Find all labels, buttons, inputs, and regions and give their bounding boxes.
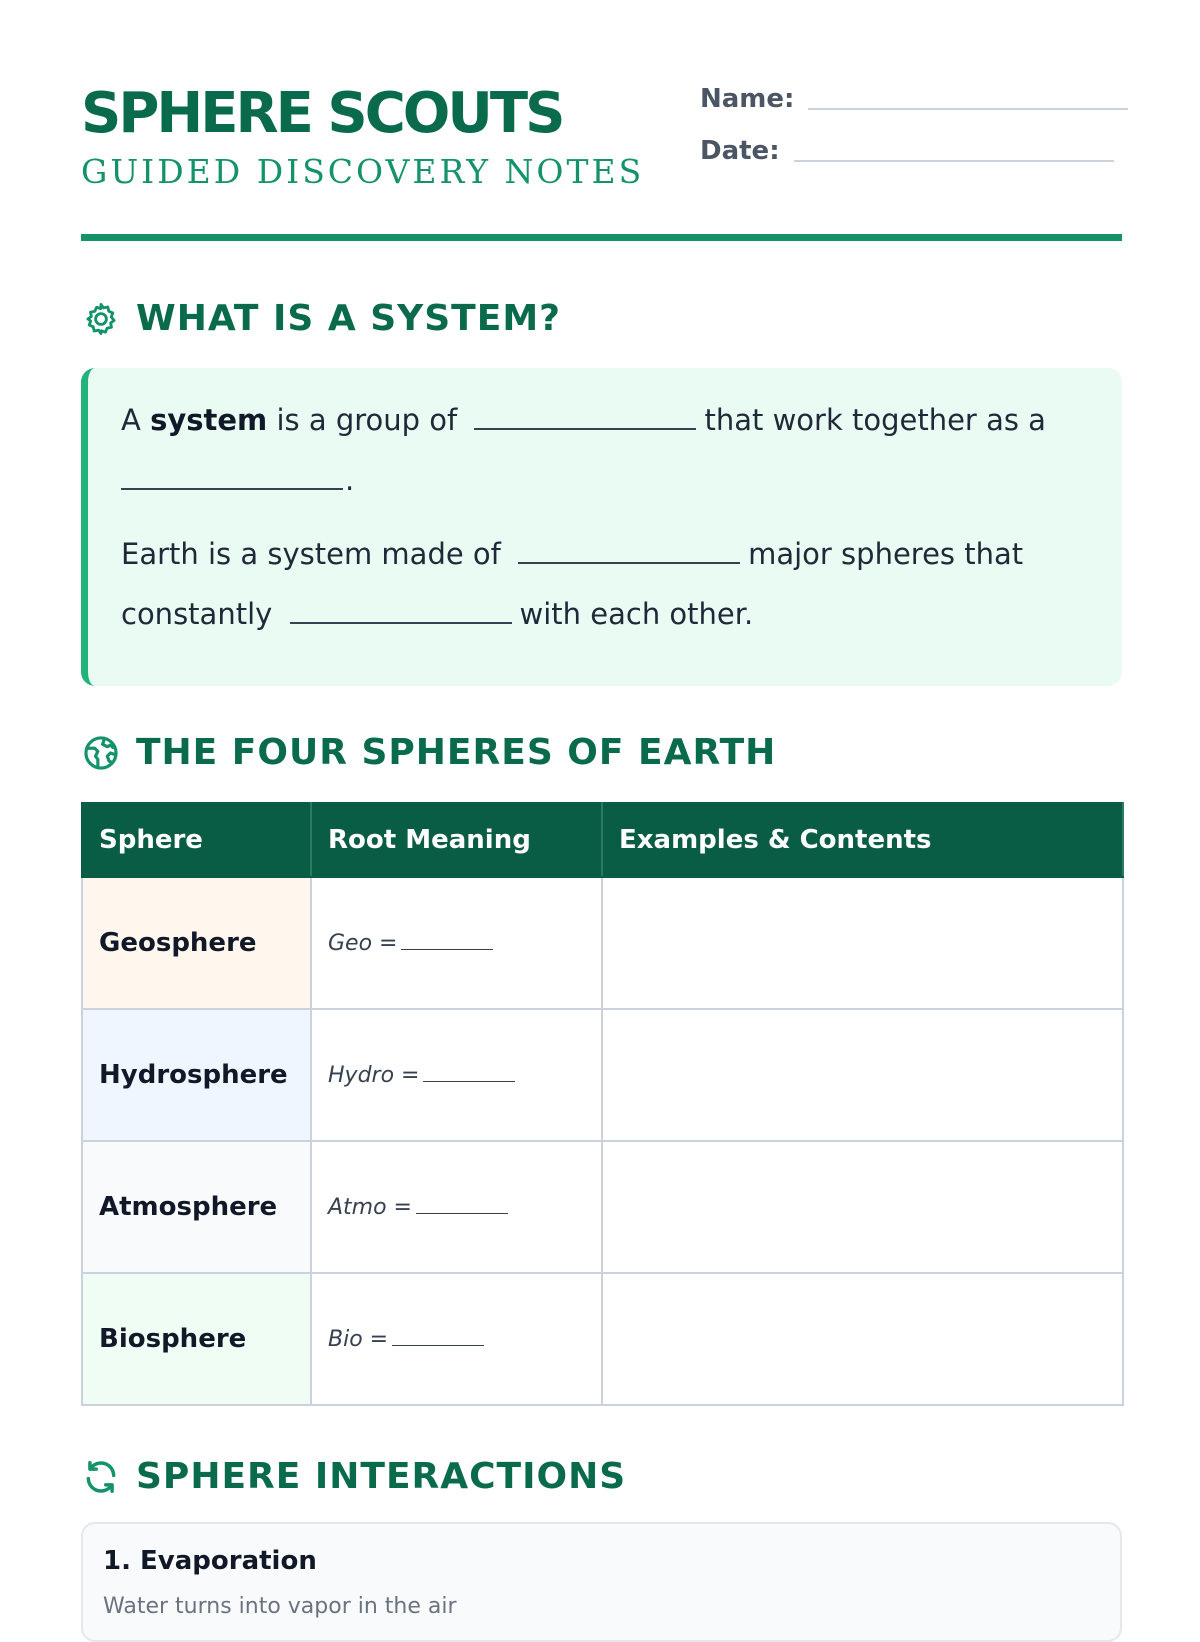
fill-in-blank[interactable] <box>423 1063 515 1082</box>
spheres-table <box>81 802 1124 1406</box>
definition-text: Earth is a system made of <box>121 537 501 571</box>
definition-text: major spheres that <box>748 537 1024 571</box>
table-row <box>82 877 1123 1009</box>
system-definition-box <box>81 368 1122 686</box>
section-interactions-title: SPHERE INTERACTIONS <box>136 1456 627 1497</box>
fill-in-blank[interactable] <box>290 596 512 624</box>
definition-text: A <box>121 403 141 437</box>
name-label: Name: <box>700 84 795 114</box>
definition-keyword: system <box>150 403 268 437</box>
refresh-icon <box>81 1457 121 1497</box>
fill-in-blank[interactable] <box>401 931 493 950</box>
definition-text: that work together as a <box>704 403 1046 437</box>
fill-in-blank[interactable] <box>518 536 740 564</box>
section-interactions-heading <box>81 1456 626 1497</box>
date-field[interactable] <box>700 136 1114 166</box>
root-label: Bio = <box>328 1326 389 1352</box>
section-spheres-heading <box>81 732 776 773</box>
sphere-name: Biosphere <box>82 1273 311 1405</box>
name-field[interactable] <box>700 84 1128 114</box>
interaction-title: 1. Evaporation <box>103 1546 317 1576</box>
section-system-title: WHAT IS A SYSTEM? <box>136 298 562 339</box>
examples-cell[interactable] <box>602 1141 1123 1273</box>
worksheet-title: SPHERE SCOUTS <box>81 81 563 146</box>
column-header-examples: Examples & Contents <box>602 803 1123 877</box>
table-header-row <box>82 803 1123 877</box>
globe-icon <box>81 733 121 773</box>
worksheet-header <box>81 82 1122 242</box>
date-line[interactable] <box>794 159 1114 162</box>
definition-text: is a group of <box>276 403 458 437</box>
root-meaning-cell <box>311 1141 602 1273</box>
column-header-root: Root Meaning <box>311 803 602 877</box>
definition-text: constantly <box>121 597 273 631</box>
header-divider <box>81 234 1122 241</box>
section-system-heading <box>81 298 561 339</box>
examples-cell[interactable] <box>602 877 1123 1009</box>
definition-line-3 <box>121 524 1092 584</box>
fill-in-blank[interactable] <box>392 1327 484 1346</box>
table-row <box>82 1273 1123 1405</box>
root-label: Hydro = <box>328 1062 420 1088</box>
definition-line-2 <box>121 450 1092 510</box>
fill-in-blank[interactable] <box>121 462 343 490</box>
name-line[interactable] <box>808 107 1128 110</box>
root-label: Geo = <box>328 930 398 956</box>
worksheet-subtitle: GUIDED DISCOVERY NOTES <box>81 152 645 191</box>
root-meaning-cell <box>311 1273 602 1405</box>
fill-in-blank[interactable] <box>416 1195 508 1214</box>
definition-line-1 <box>121 390 1092 450</box>
definition-line-4 <box>121 584 1092 644</box>
date-label: Date: <box>700 136 780 166</box>
table-row <box>82 1009 1123 1141</box>
interaction-description: Water turns into vapor in the air <box>103 1594 457 1619</box>
sphere-name: Hydrosphere <box>82 1009 311 1141</box>
section-spheres-title: THE FOUR SPHERES OF EARTH <box>136 732 777 773</box>
root-meaning-cell <box>311 1009 602 1141</box>
examples-cell[interactable] <box>602 1273 1123 1405</box>
sphere-name: Atmosphere <box>82 1141 311 1273</box>
root-meaning-cell <box>311 877 602 1009</box>
table-row <box>82 1141 1123 1273</box>
definition-text: with each other. <box>519 597 754 631</box>
root-label: Atmo = <box>328 1194 412 1220</box>
gear-icon <box>81 299 121 339</box>
spheres-table-container <box>81 802 1122 1406</box>
column-header-sphere: Sphere <box>82 803 311 877</box>
examples-cell[interactable] <box>602 1009 1123 1141</box>
interaction-card <box>81 1522 1122 1642</box>
fill-in-blank[interactable] <box>474 402 696 430</box>
definition-text: . <box>345 463 355 497</box>
sphere-name: Geosphere <box>82 877 311 1009</box>
